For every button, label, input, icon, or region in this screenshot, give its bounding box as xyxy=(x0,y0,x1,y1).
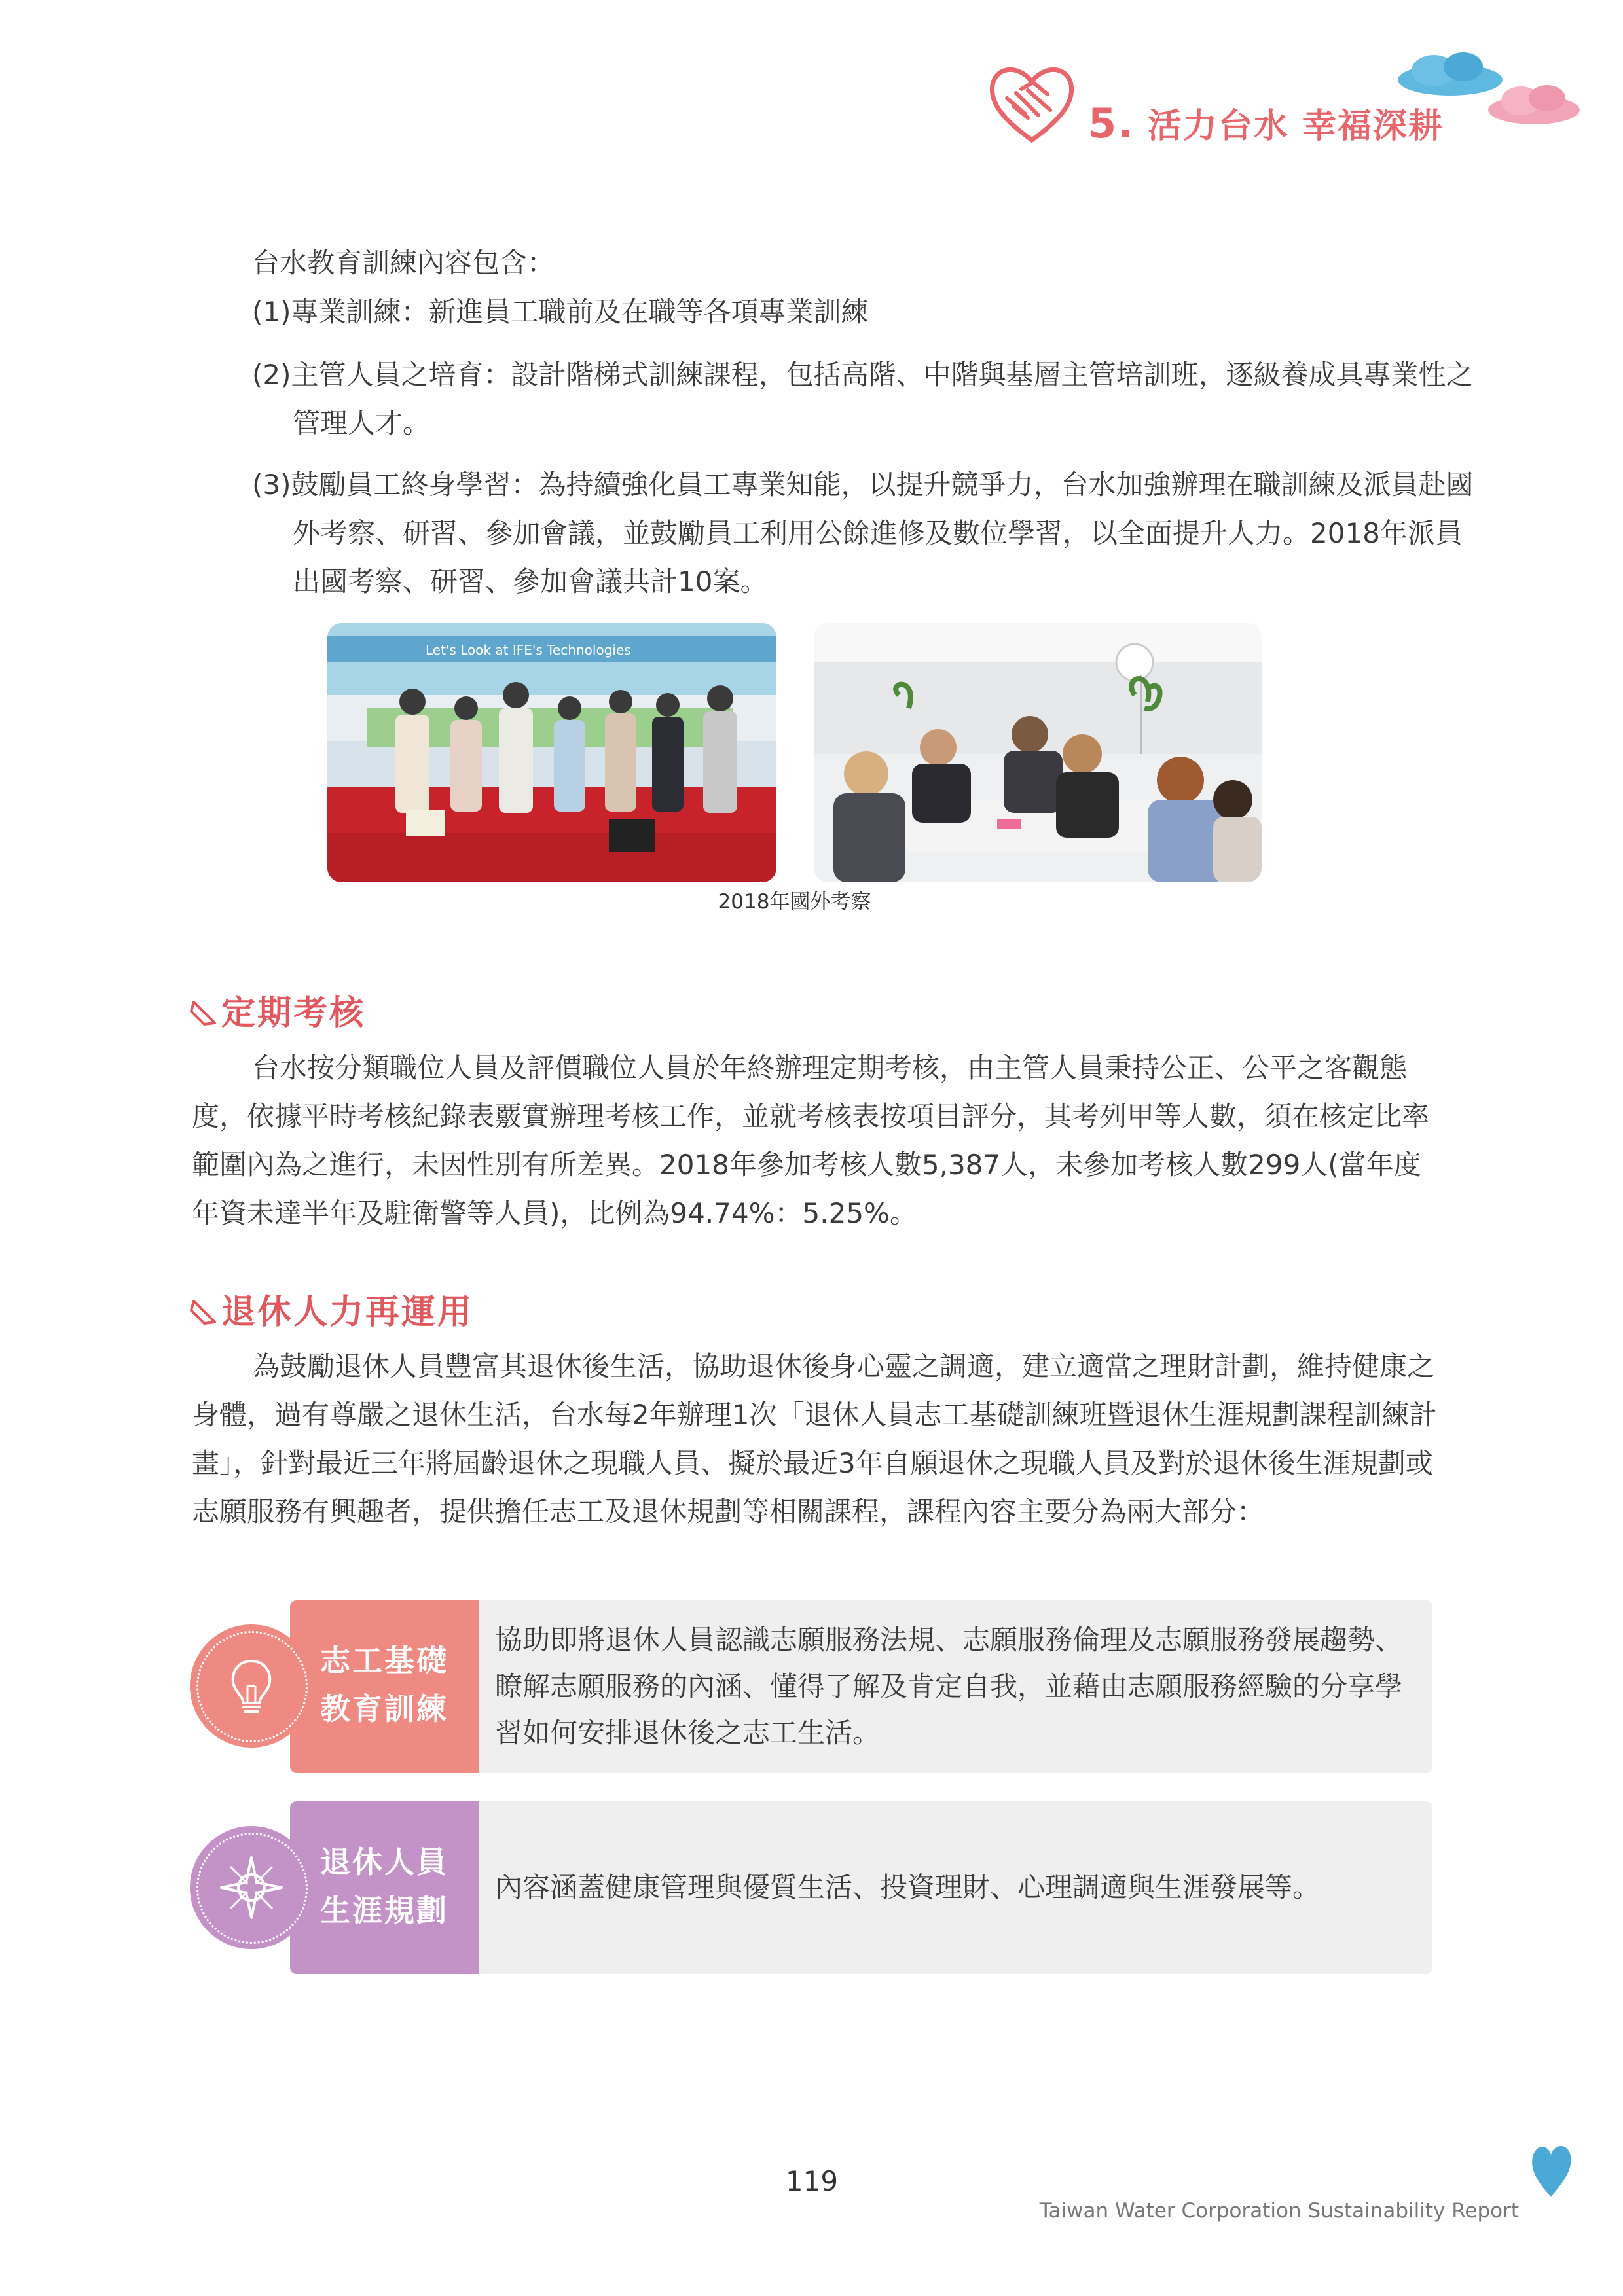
appraisal-heading-text: 定期考核 xyxy=(221,994,366,1033)
handshake-heart-logo-icon xyxy=(987,60,1076,145)
volunteer-training-text: 協助即將退休人員認識志願服務法規、志願服務倫理及志願服務發展趨勢、瞭解志願服務的內涵、懂得了解及肯定自我，並藉由志願服務經驗的分享學習如何安排退休後之志工生活。 xyxy=(495,1624,1403,1749)
pen-icon xyxy=(189,1295,219,1325)
lightbulb-icon xyxy=(225,1657,278,1716)
chapter-title-text: 活力台水 幸福深耕 xyxy=(1147,107,1444,146)
page-number: 119 xyxy=(785,2165,839,2197)
appraisal-heading xyxy=(189,985,365,1034)
retirement-planning-label-line1: 退休人員 xyxy=(320,1844,448,1880)
training-item-1: (1)專業訓練：新進員工職前及在職等各項專業訓練 xyxy=(252,296,869,328)
retirement-heading-text: 退休人力再運用 xyxy=(221,1293,474,1332)
chapter-number: 5. xyxy=(1088,99,1135,147)
compass-icon xyxy=(219,1855,284,1920)
expo-banner-text: Let's Look at IFE's Technologies xyxy=(426,642,631,658)
volunteer-training-label-line1: 志工基礎 xyxy=(320,1643,448,1678)
volunteer-training-label-line2: 教育訓練 xyxy=(320,1691,448,1727)
report-name: Taiwan Water Corporation Sustainability Report xyxy=(1039,2199,1519,2223)
retirement-planning-label xyxy=(300,1838,469,1935)
pink-cloud-icon xyxy=(1485,79,1583,128)
training-intro: 台水教育訓練內容包含： xyxy=(252,247,555,279)
pen-icon xyxy=(189,996,219,1026)
appraisal-body: 台水按分類職位人員及評價職位人員於年終辦理定期考核，由主管人員秉持公正、公平之客觀態度，依據平時考核紀錄表覈實辦理考核工作，並就考核表按項目評分，其考列甲等人數，須在核定比率範圍內為之進行，未因性別有所差異。2018年參加考核人數5,387人，未參加考核人數299人(當年度年資未達半年及駐衛警等人員)，比例為94.74%：5.25%。 xyxy=(192,1052,1430,1229)
blue-heart-icon xyxy=(1528,2140,1574,2199)
volunteer-training-badge xyxy=(190,1624,313,1748)
retirement-planning-text: 內容涵蓋健康管理與優質生活、投資理財、心理調適與生涯發展等。 xyxy=(495,1871,1321,1903)
retirement-planning-badge xyxy=(190,1826,313,1949)
training-item-2: (2)主管人員之培育：設計階梯式訓練課程，包括高階、中階與基層主管培訓班，逐級養成具專業性之管理人才。 xyxy=(252,359,1474,439)
training-item-3: (3)鼓勵員工終身學習：為持續強化員工專業知能，以提升競爭力，台水加強辦理在職訓練及派員赴國外考察、研習、參加會議，並鼓勵員工利用公餘進修及數位學習，以全面提升人力。2018年派員出國考察、研習、參加會議共計10案。 xyxy=(252,469,1474,598)
expo-group-photo xyxy=(327,623,776,882)
retirement-planning-label-line2: 生涯規劃 xyxy=(320,1893,448,1928)
workshop-meeting-photo xyxy=(814,623,1262,882)
chapter-title xyxy=(1088,98,1444,147)
retirement-body: 為鼓勵退休人員豐富其退休後生活，協助退休後身心靈之調適，建立適當之理財計劃，維持健康之身體，過有尊嚴之退休生活，台水每2年辦理1次「退休人員志工基礎訓練班暨退休生涯規劃課程訓練計畫」，針對最近三年將屆齡退休之現職人員、擬於最近3年自願退休之現職人員及對於退休後生涯規劃或志願服務有興趣者，提供擔任志工及退休規劃等相關課程，課程內容主要分為兩大部分： xyxy=(192,1350,1437,1528)
retirement-heading xyxy=(189,1284,473,1333)
volunteer-training-label xyxy=(300,1636,469,1733)
photo-caption: 2018年國外考察 xyxy=(718,890,871,914)
